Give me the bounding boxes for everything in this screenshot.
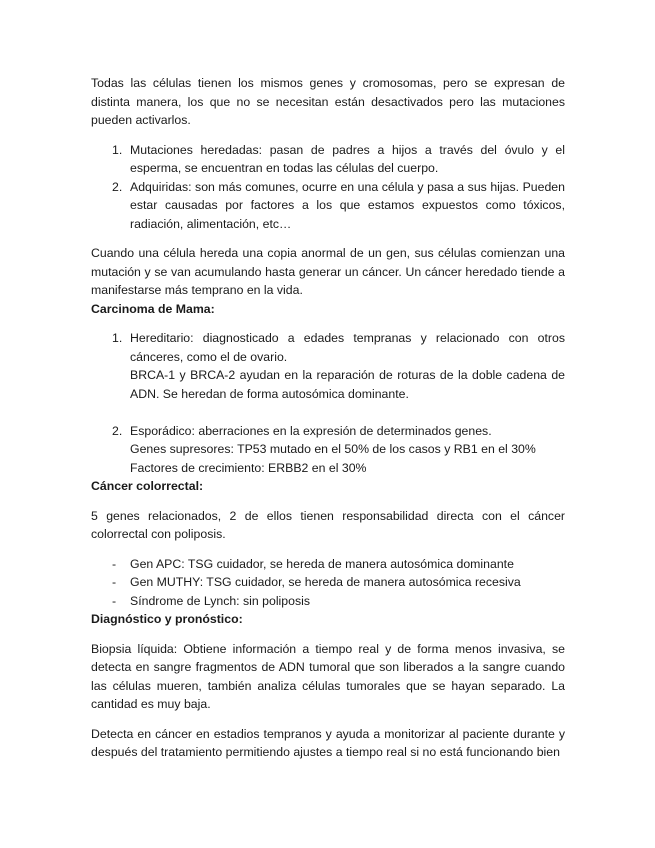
list-item-subtext: BRCA-1 y BRCA-2 ayudan en la reparación de roturas de la doble cadena de ADN. Se heredan de forma autosómica dominante. xyxy=(130,368,565,401)
diagnosis-heading: Diagnóstico y pronóstico: xyxy=(91,612,243,626)
liquid-biopsy-paragraph: Biopsia líquida: Obtiene información a tiempo real y de forma menos invasiva, se detecta en sangre fragmentos de ADN tumoral que son liberados a la sangre cuando las células mueren, también analiza células tumorales que se hayan separado. La cantidad es muy baja. xyxy=(91,641,565,711)
list-item-text: Mutaciones heredadas: pasan de padres a hijos a través del óvulo y el esperma, se encuentran en todas las células del cuerpo. xyxy=(130,142,565,175)
blank-line xyxy=(130,403,565,422)
list-item xyxy=(91,422,565,478)
list-item xyxy=(91,555,565,574)
colorectal-heading: Cáncer colorrectal: xyxy=(91,479,204,493)
list-marker: 1. xyxy=(112,142,123,157)
list-item xyxy=(91,329,565,422)
colorectal-paragraph: 5 genes relacionados, 2 de ellos tienen responsabilidad directa con el cáncer colorrectal con poliposis. xyxy=(91,508,565,541)
early-detection-paragraph: Detecta en cáncer en estadios tempranos y ayuda a monitorizar al paciente durante y después del tratamiento permitiendo ajustes a tiempo real si no está funcionando bien xyxy=(91,726,565,759)
list-item-subtext: Factores de crecimiento: ERBB2 en el 30% xyxy=(130,460,367,475)
list-marker: 2. xyxy=(112,179,123,194)
list-marker: - xyxy=(112,575,117,589)
inheritance-paragraph: Cuando una célula hereda una copia anormal de un gen, sus células comienzan una mutación y se van acumulando hasta generar un cáncer. Un cáncer heredado tiende a manifestarse más temprano en la vida. xyxy=(91,246,565,297)
breast-cancer-heading: Carcinoma de Mama: xyxy=(91,301,215,316)
list-marker: 1. xyxy=(112,331,123,345)
intro-paragraph: Todas las células tienen los mismos genes y cromosomas, pero se expresan de distinta manera, los que no se necesitan están desactivados pero las mutaciones pueden activarlos. xyxy=(91,76,565,127)
list-item-text: Esporádico: aberraciones en la expresión de determinados genes. xyxy=(130,423,492,438)
list-item-text: Gen APC: TSG cuidador, se hereda de manera autosómica dominante xyxy=(130,556,514,571)
list-item-text: Síndrome de Lynch: sin poliposis xyxy=(130,593,310,608)
list-marker: - xyxy=(112,556,117,571)
mutation-types-list xyxy=(91,141,565,234)
list-item xyxy=(91,141,565,178)
list-item xyxy=(91,573,565,592)
list-item xyxy=(91,178,565,234)
colorectal-bullet-list xyxy=(91,555,565,611)
list-item-text: Hereditario: diagnosticado a edades tempranas y relacionado con otros cánceres, como el de ovario. xyxy=(130,331,565,364)
breast-cancer-list xyxy=(91,329,565,477)
document-body xyxy=(91,74,565,762)
list-item xyxy=(91,592,565,611)
list-marker: - xyxy=(112,593,117,608)
list-marker: 2. xyxy=(112,423,123,438)
list-item-text: Gen MUTHY: TSG cuidador, se hereda de manera autosómica recesiva xyxy=(130,575,521,589)
list-item-subtext: Genes supresores: TP53 mutado en el 50% de los casos y RB1 en el 30% xyxy=(130,442,536,456)
list-item-text: Adquiridas: son más comunes, ocurre en una célula y pasa a sus hijas. Pueden estar causadas por factores a los que estamos expuestos como tóxicos, radiación, alimentación, etc… xyxy=(130,179,565,231)
